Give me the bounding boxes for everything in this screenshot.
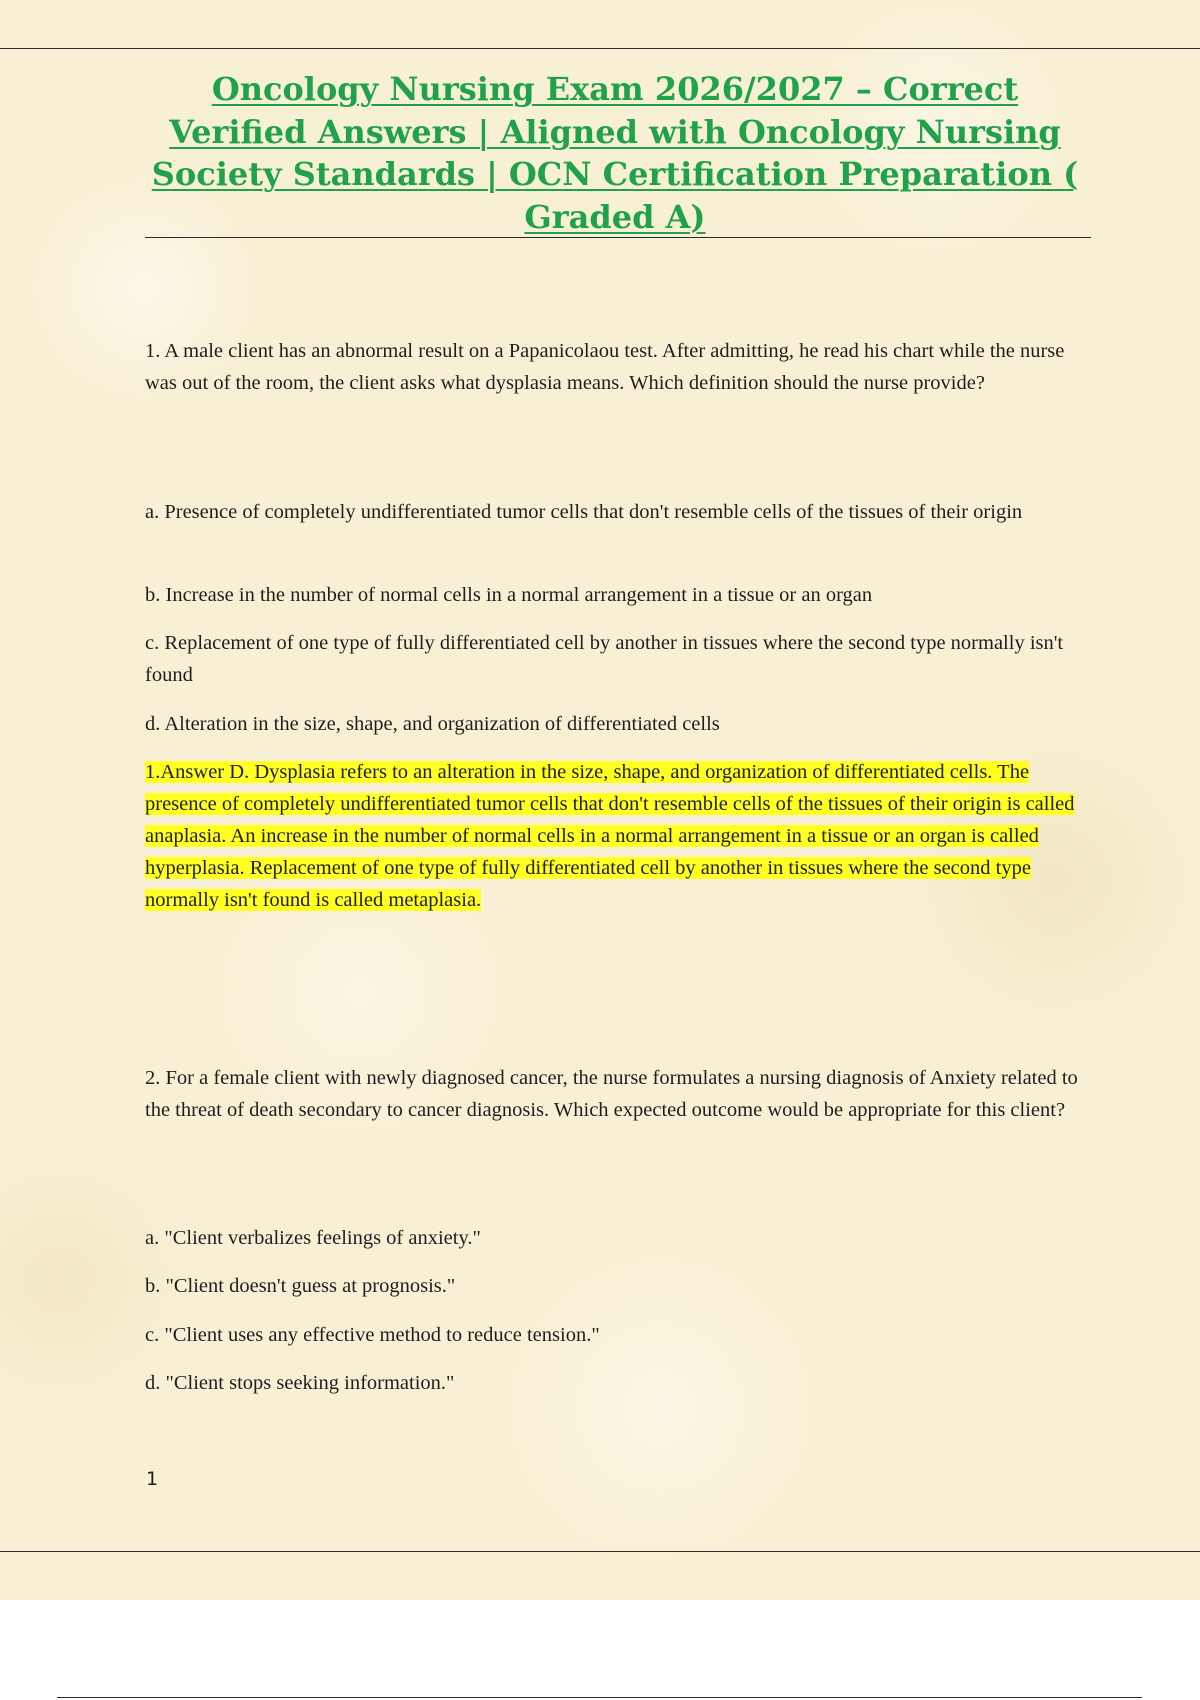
page-number: 1 xyxy=(146,1468,159,1490)
question-1-answer xyxy=(145,756,1090,916)
question-1-option-c: c. Replacement of one type of fully differentiated cell by another in tissues where the second type normally isn't found xyxy=(145,632,1064,686)
question-2-option-c: c. "Client uses any effective method to reduce tension." xyxy=(145,1324,600,1346)
title-divider xyxy=(145,237,1091,238)
question-1-stem: 1. A male client has an abnormal result on a Papanicolaou test. After admitting, he read his chart while the nurse was out of the room, the client asks what dysplasia means. Which definition should the nurse provide? xyxy=(145,340,1065,394)
question-1-option-a: a. Presence of completely undifferentiated tumor cells that don't resemble cells of the tissues of their origin xyxy=(145,501,1023,523)
question-1-option-b: b. Increase in the number of normal cells in a normal arrangement in a tissue or an organ xyxy=(145,584,873,606)
question-2-stem: 2. For a female client with newly diagnosed cancer, the nurse formulates a nursing diagnosis of Anxiety related to the threat of death secondary to cancer diagnosis. Which expected outcome would be appropriate for this client? xyxy=(145,1067,1078,1121)
question-2-option-a: a. "Client verbalizes feelings of anxiety." xyxy=(145,1227,481,1249)
question-2-option-d: d. "Client stops seeking information." xyxy=(145,1372,455,1394)
question-2-option-b: b. "Client doesn't guess at prognosis." xyxy=(145,1275,456,1297)
bottom-divider xyxy=(0,1551,1200,1552)
document-title: Oncology Nursing Exam 2026/2027 – Correct Verified Answers | Aligned with Oncology Nursing Society Standards | OCN Certification Preparation ( Graded A) xyxy=(151,70,1079,236)
question-1-option-d: d. Alteration in the size, shape, and organization of differentiated cells xyxy=(145,713,720,735)
top-divider xyxy=(0,48,1200,49)
answer-highlight: 1.Answer D. Dysplasia refers to an alteration in the size, shape, and organization of differentiated cells. The presence of completely undifferentiated tumor cells that don't resemble cells of the tissues of their origin is called anaplasia. An increase in the number of normal cells in a normal arrangement in a tissue or an organ is called hyperplasia. Replacement of one type of fully differentiated cell by another in tissues where the second type normally isn't found is called metaplasia. xyxy=(145,761,1075,911)
footer-divider xyxy=(57,1697,1142,1698)
